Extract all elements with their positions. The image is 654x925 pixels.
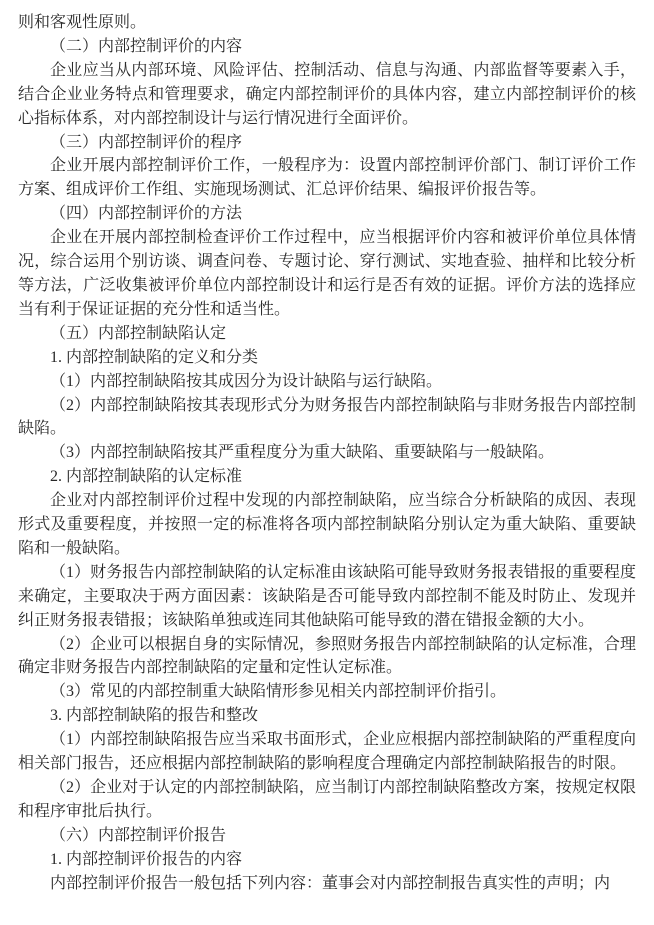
body-paragraph: 企业应当从内部环境、风险评估、控制活动、信息与沟通、内部监督等要素入手，结合企业业务特点和管理要求，确定内部控制评价的具体内容，建立内部控制评价的核心指标体系，对内部控制设计与运行情况进行全面评价。 — [18, 61, 636, 127]
list-item: （2）企业可以根据自身的实际情况，参照财务报告内部控制缺陷的认定标准，合理确定非财务报告内部控制缺陷的定量和定性认定标准。 — [18, 635, 636, 677]
numbered-subheading: 2. 内部控制缺陷的认定标准 — [50, 468, 243, 486]
list-item: （3）内部控制缺陷按其严重程度分为重大缺陷、重要缺陷与一般缺陷。 — [50, 444, 555, 462]
continuation-paragraph: 则和客观性原则。 — [18, 14, 147, 31]
list-item: （1）财务报告内部控制缺陷的认定标准由该缺陷可能导致财务报表错报的重要程度来确定，主要取决于两方面因素：该缺陷是否可能导致内部控制不能及时防止、发现并纠正财务报表错报；该缺陷单独或连同其他缺陷可能导致的潜在错报金额的大小。 — [18, 563, 636, 629]
section-heading-5: （五）内部控制缺陷认定 — [50, 324, 227, 342]
numbered-subheading: 1. 内部控制评价报告的内容 — [50, 850, 243, 868]
list-item: （1）内部控制缺陷报告应当采取书面形式，企业应根据内部控制缺陷的严重程度向相关部门报告，还应根据内部控制缺陷的影响程度合理确定内部控制缺陷报告的时限。 — [18, 731, 636, 773]
section-heading-6: （六）内部控制评价报告 — [50, 826, 227, 844]
body-paragraph: 企业对内部控制评价过程中发现的内部控制缺陷，应当综合分析缺陷的成因、表现形式及重要程度，并按照一定的标准将各项内部控制缺陷分别认定为重大缺陷、重要缺陷和一般缺陷。 — [18, 492, 636, 557]
body-paragraph-truncated: 内部控制评价报告一般包括下列内容：董事会对内部控制报告真实性的声明；内 — [50, 874, 611, 892]
body-paragraph: 企业在开展内部控制检查评价工作过程中，应当根据评价内容和被评价单位具体情况，综合运用个别访谈、调查问卷、专题讨论、穿行测试、实地查验、抽样和比较分析等方法，广泛收集被评价单位内部控制设计和运行是否有效的证据。评价方法的选择应当有利于保证证据的充分性和适当性。 — [18, 229, 636, 318]
list-item: （2）内部控制缺陷按其表现形式分为财务报告内部控制缺陷与非财务报告内部控制缺陷。 — [18, 396, 636, 438]
body-paragraph: 企业开展内部控制评价工作，一般程序为：设置内部控制评价部门、制订评价工作方案、组成评价工作组、实施现场测试、汇总评价结果、编报评价报告等。 — [18, 157, 636, 199]
list-item: （1）内部控制缺陷按其成因分为设计缺陷与运行缺陷。 — [50, 372, 443, 390]
list-item: （2）企业对于认定的内部控制缺陷，应当制订内部控制缺陷整改方案，按规定权限和程序审批后执行。 — [18, 779, 636, 820]
section-heading-3: （三）内部控制评价的程序 — [50, 133, 243, 151]
section-heading-4: （四）内部控制评价的方法 — [50, 205, 243, 223]
list-item: （3）常见的内部控制重大缺陷情形参见相关内部控制评价指引。 — [50, 683, 507, 701]
numbered-subheading: 1. 内部控制缺陷的定义和分类 — [50, 348, 259, 366]
section-heading-2: （二）内部控制评价的内容 — [50, 37, 243, 55]
numbered-subheading: 3. 内部控制缺陷的报告和整改 — [50, 707, 259, 725]
